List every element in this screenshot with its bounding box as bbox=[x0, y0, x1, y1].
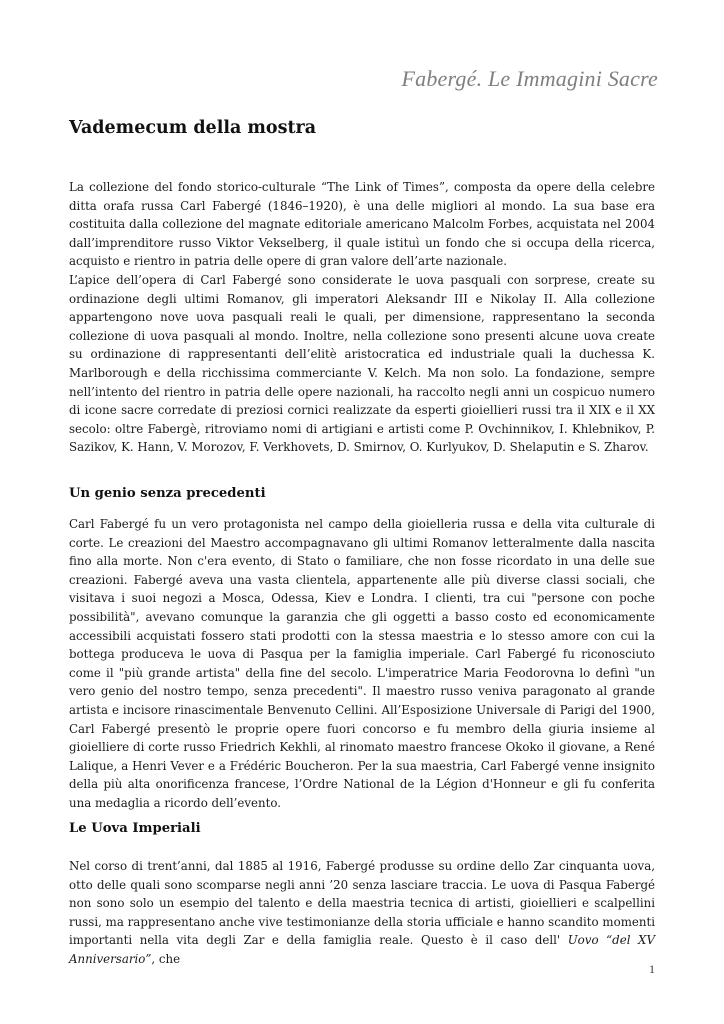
intro-paragraph-1: La collezione del fondo storico-culturale “The Link of Times”, composta da opere della celebre ditta orafa russa Carl Fabergé (1846–1920), è una delle migliori al mondo. La sua base era costituita dalla collezione del magnate editoriale americano Malcolm Forbes, acquistata nel 2004 dall’imprenditore russo Viktor Vekselberg, il quale istituì un fondo che si occupa della ricerca, acquisto e rientro in patria delle opere di gran valore dell’arte nazionale. bbox=[69, 180, 655, 269]
page-number: 1 bbox=[649, 962, 655, 976]
uovo-anniversario-title: Uovo “del XV Anniversario” bbox=[69, 933, 655, 966]
document-title: Vademecum della mostra bbox=[69, 118, 317, 138]
section-heading-uova: Le Uova Imperiali bbox=[69, 821, 201, 836]
section-uova bbox=[69, 857, 655, 969]
section-genio bbox=[69, 515, 655, 813]
running-header: Fabergé. Le Immagini Sacre bbox=[401, 66, 658, 91]
section-uova-text-tail: , che bbox=[151, 951, 181, 966]
section-uova-text: Nel corso di trent’anni, dal 1885 al 1916, Fabergé produsse su ordine dello Zar cinquanta uova, otto delle quali sono scomparse negli anni ’20 senza lasciare traccia. Le uova di Pasqua Fabergé non sono solo un esempio del talento e della maestria tecnica di artisti, gioiellieri e scalpellini russi, ma rappresentano anche vive testimonianze della storia ufficiale e hanno scandito momenti importanti nella vita degli Zar e della famiglia reale. Questo è il caso dell' bbox=[69, 859, 655, 948]
section-uova-paragraph bbox=[69, 857, 655, 969]
intro-section bbox=[69, 178, 655, 457]
section-heading-genio: Un genio senza precedenti bbox=[69, 486, 266, 501]
section-genio-paragraph: Carl Fabergé fu un vero protagonista nel campo della gioielleria russa e della vita culturale di corte. Le creazioni del Maestro accompagnavano gli ultimi Romanov letteralmente dalla nascita fino alla morte. Non c'era evento, di Stato o familiare, che non fosse ricordato in una delle sue creazioni. Fabergé aveva una vasta clientela, appartenente alle più diverse classi sociali, che visitava i suoi negozi a Mosca, Odessa, Kiev e Londra. I clienti, tra cui "persone con poche possibilità", avevano comunque la garanzia che gli oggetti a basso costo ed economicamente accessibili acquistati fossero stati prodotti con la stessa maestria e lo stesso amore con cui la bottega produceva le uova di Pasqua per la famiglia imperiale. Carl Fabergé fu riconosciuto come il "più grande artista" della fine del secolo. L'imperatrice Maria Feodorovna lo definì "un vero genio del nostro tempo, senza precedenti". Il maestro russo veniva paragonato al grande artista e incisore rinascimentale Benvenuto Cellini. All’Esposizione Universale di Parigi del 1900, Carl Fabergé presentò le proprie opere fuori concorso e fu membro della giuria insieme al gioielliere di corte russo Friedrich Kekhli, al rinomato maestro francese Okoko il giovane, a René Lalique, a Henri Vever e a Frédéric Boucheron. Per la sua maestria, Carl Fabergé venne insignito della più alta onorificenza francese, l’Ordre National de la Légion d'Honneur e gli fu conferita una medaglia a ricordo dell’evento. bbox=[69, 517, 655, 810]
intro-paragraph-2: L’apice dell’opera di Carl Fabergé sono considerate le uova pasquali con sorprese, create su ordinazione degli ultimi Romanov, gli imperatori Aleksandr III e Nikolay II. Alla collezione appartengono nove uova pasquali reali le quali, per dimensione, rappresentano la seconda collezione di uova pasquali al mondo. Inoltre, nella collezione sono presenti alcune uova create su ordinazione di rappresentanti dell’elitè aristocratica ed industriale quali la duchessa K. Marlborough e della ricchissima commerciante V. Kelch. Ma non solo. La fondazione, sempre nell’intento del rientro in patria delle opere nazionali, ha raccolto negli anni un cospicuo numero di icone sacre corredate di preziosi cornici realizzate da esperti gioiellieri russi tra il XIX e il XX secolo: oltre Fabergè, ritroviamo nomi di artigiani e artisti come P. Ovchinnikov, I. Khlebnikov, P. Sazikov, K. Hann, V. Morozov, F. Verkhovets, D. Smirnov, O. Kurlyukov, D. Shelaputin e S. Zharov. bbox=[69, 272, 655, 455]
